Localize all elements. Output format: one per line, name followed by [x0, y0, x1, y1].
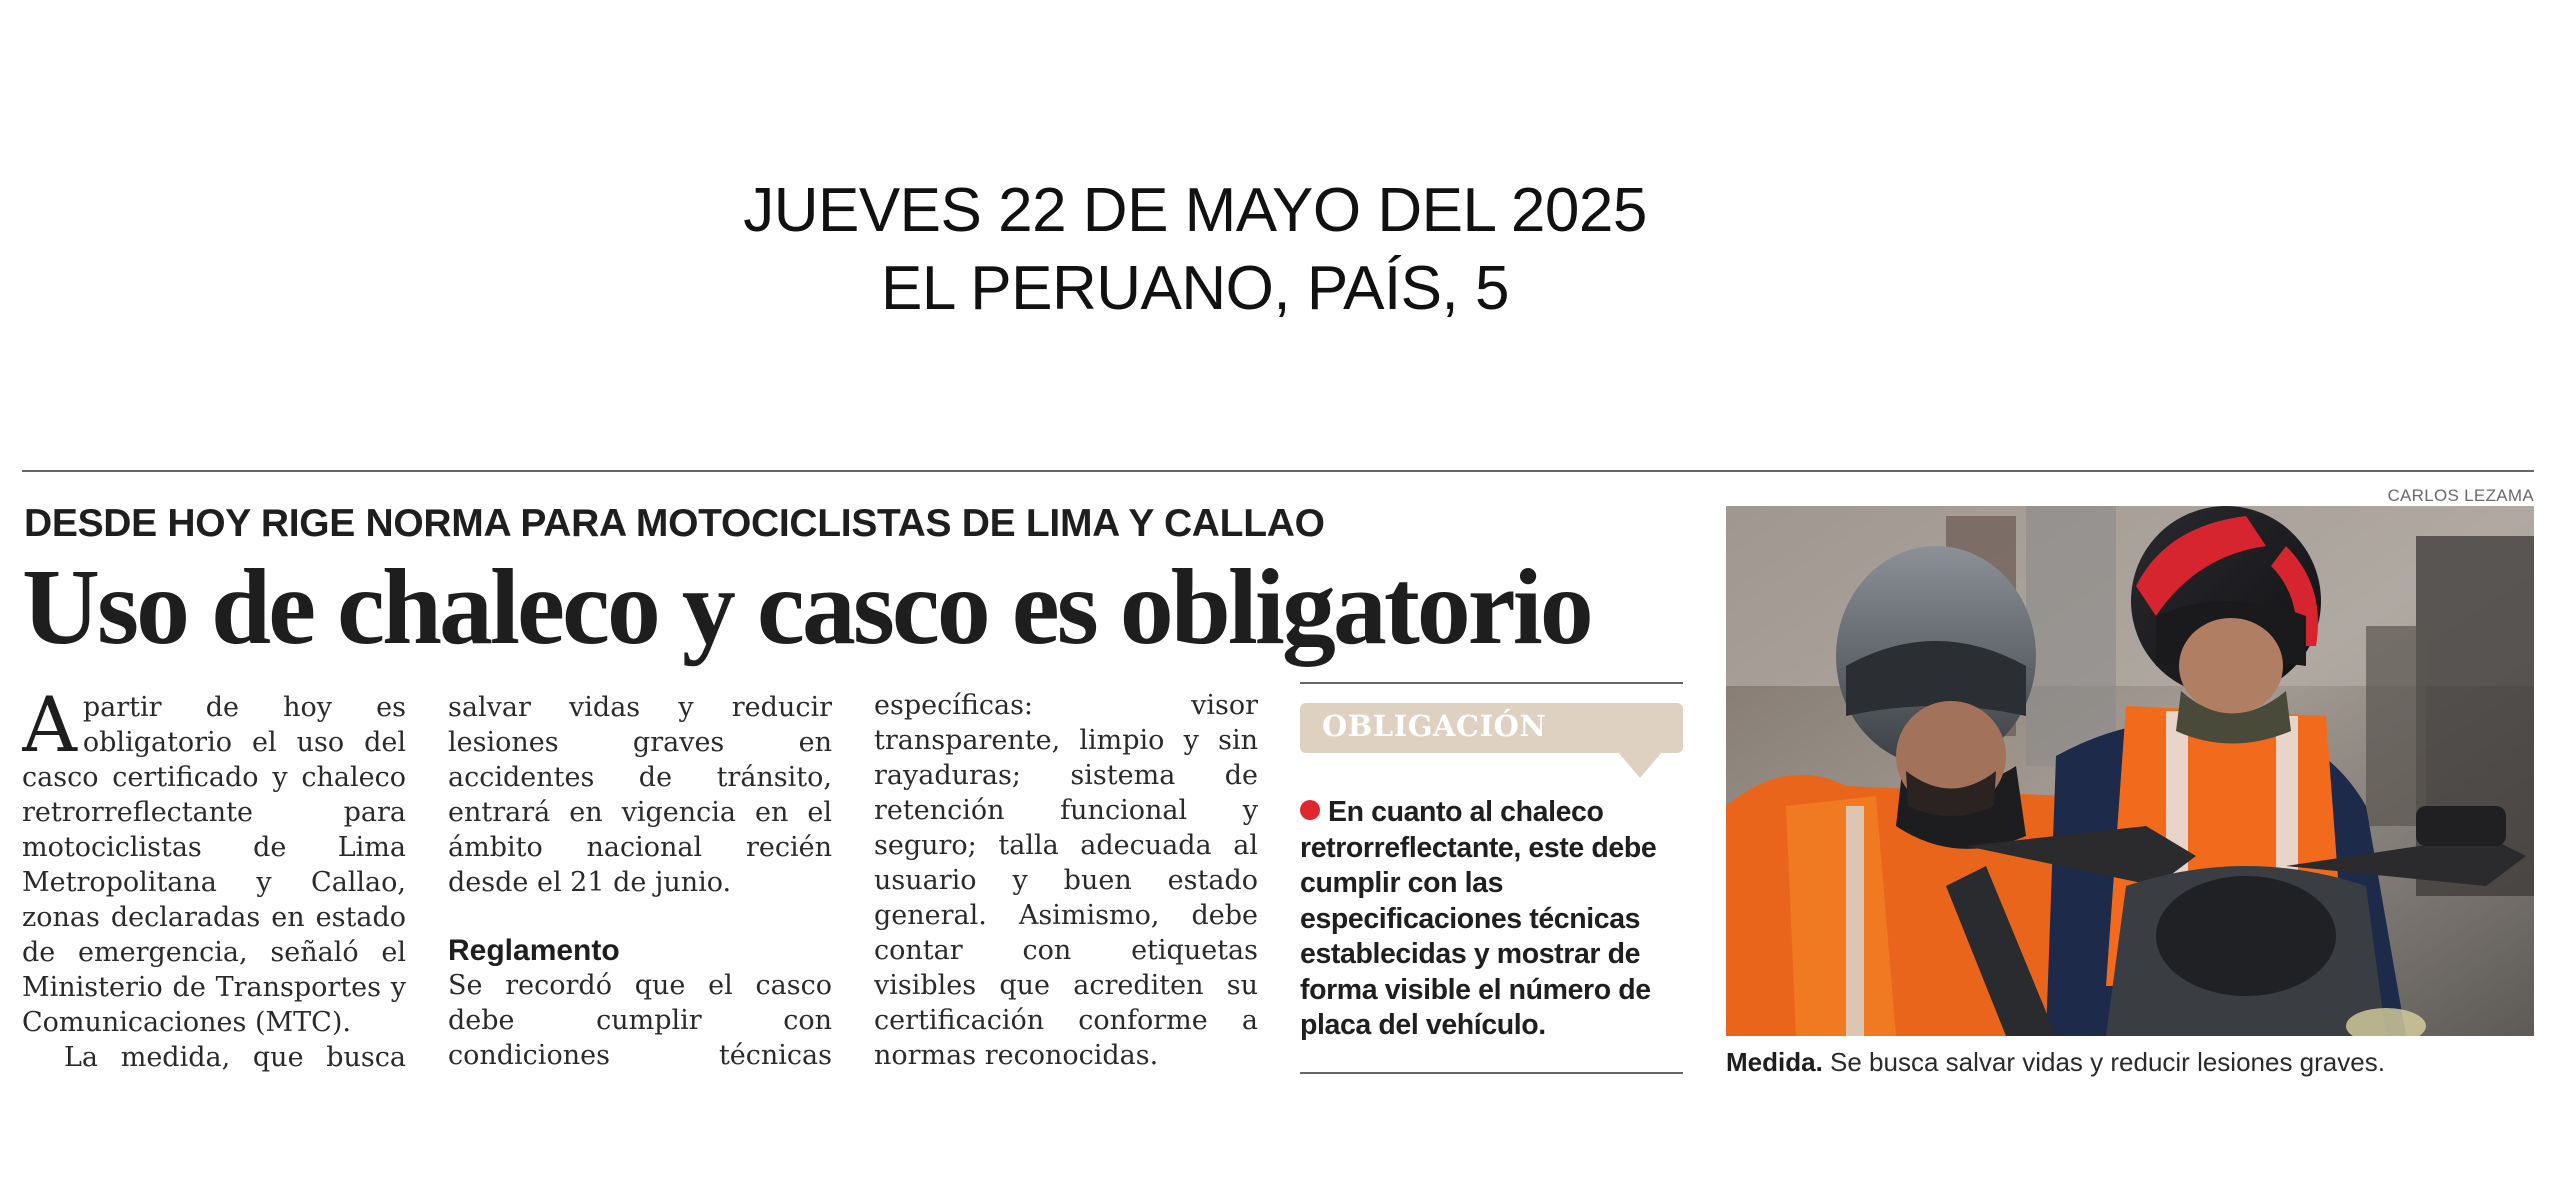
article-column-1: [22, 690, 406, 1075]
box-bottom-rule: [1300, 1072, 1683, 1074]
caption-text: Se busca salvar vidas y reducir lesiones graves.: [1822, 1047, 2385, 1077]
box-text: En cuanto al chaleco retrorreflectante, este debe cumplir con las especificaciones técnicas establecidas y mostrar de forma visible el número de placa del vehículo.: [1300, 796, 1657, 1041]
photo-credit: CARLOS LEZAMA: [2387, 486, 2534, 505]
paragraph-3: Se recordó que el casco debe cumplir con condiciones técnicas: [448, 970, 832, 1071]
photo-illustration: [1726, 506, 2534, 1036]
article-column-2: [448, 690, 832, 1075]
source-line: EL PERUANO, PAÍS, 5: [881, 254, 1509, 323]
box-label: OBLIGACIÓN: [1322, 709, 1547, 743]
caption-lead: Medida.: [1726, 1047, 1823, 1077]
column-flow-3: específicas: visor transparente, limpio y sin rayaduras; sistema de retención funcional y seguro; talla adecuada al usuario y buen estado general. Asimismo, debe contar con etiquetas visibles que acrediten su certificación conforme a normas reconocidas.: [874, 690, 1258, 1075]
print-date-header: [0, 172, 2390, 328]
red-bullet-icon: [1300, 800, 1320, 820]
box-tab-pointer: [1618, 752, 1662, 778]
box-top-rule: [1300, 682, 1683, 684]
column-flow-2: salvar vidas y reducir lesiones graves en accidentes de tránsito, entrará en vigencia en el ámbito nacional recién desde el 21 de junio. Reglamento Se recordó que el casco debe cumplir con condiciones técnicas: [448, 690, 832, 1075]
dropcap: A: [22, 690, 77, 769]
paragraph-2: La medida, que busca: [64, 1042, 406, 1073]
subhead-reglamento: Reglamento: [448, 934, 620, 967]
date-line: JUEVES 22 DE MAYO DEL 2025: [743, 176, 1647, 245]
paragraph-4: [874, 1073, 1258, 1075]
motorcyclists-photo: [1726, 506, 2534, 1036]
article-kicker: DESDE HOY RIGE NORMA PARA MOTOCICLISTAS DE LIMA Y CALLAO: [24, 502, 1325, 545]
article-column-3: [874, 690, 1258, 1075]
paragraph-1: partir de hoy es obligatorio el uso del casco certificado y chaleco retrorreflectante para motociclistas de Lima Metropolitana y Callao, zonas declaradas en estado de emergencia, señaló el Ministerio de Transportes y Comunicaciones (MTC).: [22, 692, 406, 1038]
column-flow-1: [22, 690, 406, 1075]
top-divider: [22, 470, 2534, 472]
article-headline: Uso de chaleco y casco es obligatorio: [22, 548, 1591, 667]
photo-caption: [1726, 1047, 2385, 1078]
